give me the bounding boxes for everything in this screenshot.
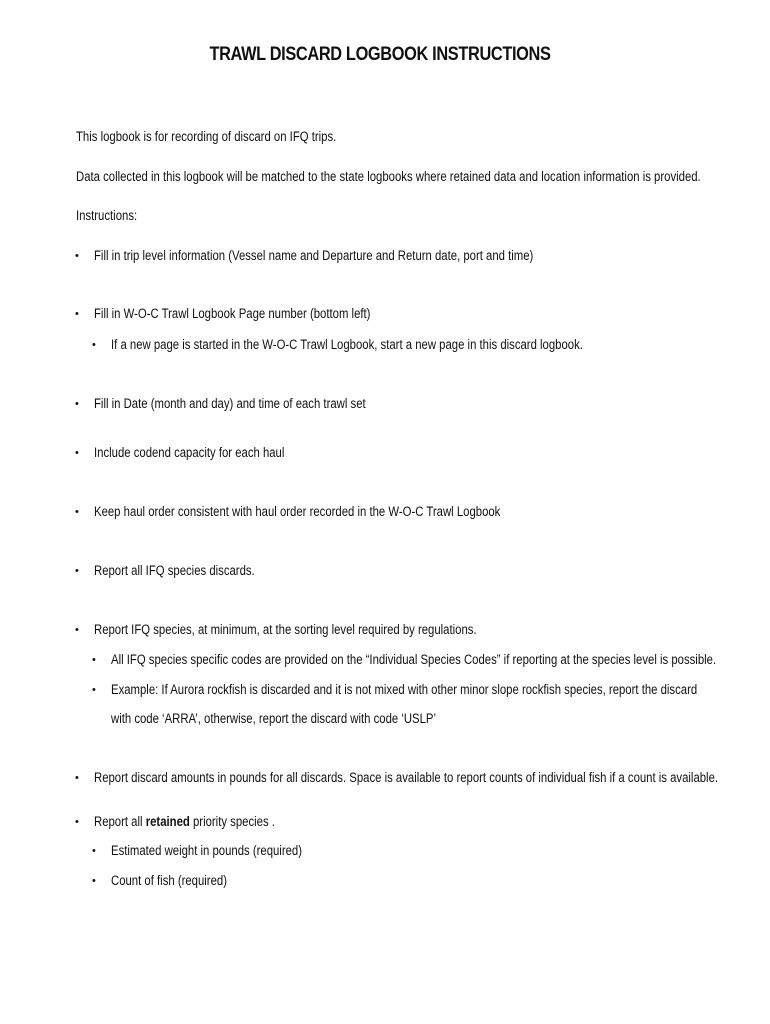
sub-list-item: Example: If Aurora rockfish is discarded and it is not mixed with other minor slope rockfish species, report the discard [111,682,698,697]
sub-list-item: If a new page is started in the W-O-C Trawl Logbook, start a new page in this discard logbook. [111,337,583,352]
list-item: Include codend capacity for each haul [94,445,285,460]
bullet-icon: • [75,308,79,320]
list-item-suffix: priority species . [192,814,275,829]
sub-bullet-icon: • [92,684,96,696]
sub-bullet-icon: • [92,654,96,666]
bullet-icon: • [75,398,79,410]
list-item: Keep haul order consistent with haul order recorded in the W-O-C Trawl Logbook [94,504,501,519]
list-item: Report all IFQ species discards. [94,563,255,578]
bullet-icon: • [75,565,79,577]
sub-list-item: All IFQ species specific codes are provided on the “Individual Species Codes” if reporting at the species level is possible. [111,652,717,667]
bullet-icon: • [75,506,79,518]
list-item [94,813,275,831]
list-item: Report IFQ species, at minimum, at the sorting level required by regulations. [94,622,477,637]
list-item: Fill in W-O-C Trawl Logbook Page number (bottom left) [94,306,371,321]
bullet-icon: • [75,772,79,784]
sub-list-item: Count of fish (required) [111,873,227,888]
sub-list-item-continuation: with code ‘ARRA’, otherwise, report the discard with code ‘USLP’ [111,711,437,726]
bullet-icon: • [75,816,79,828]
sub-bullet-icon: • [92,339,96,351]
list-item: Fill in trip level information (Vessel name and Departure and Return date, port and time) [94,248,534,263]
intro-line-2: Data collected in this logbook will be matched to the state logbooks where retained data and location information is provided. [76,169,701,184]
list-item-prefix: Report all [94,814,143,829]
bullet-icon: • [75,250,79,262]
sub-list-item: Estimated weight in pounds (required) [111,843,302,858]
sub-bullet-icon: • [92,845,96,857]
emphasized-word: retained [145,814,190,829]
list-item: Fill in Date (month and day) and time of each trawl set [94,396,366,411]
page-title: TRAWL DISCARD LOGBOOK INSTRUCTIONS [209,44,551,65]
sub-bullet-icon: • [92,875,96,887]
bullet-icon: • [75,624,79,636]
intro-line-1: This logbook is for recording of discard on IFQ trips. [76,129,337,144]
list-item: Report discard amounts in pounds for all discards. Space is available to report counts of individual fish if a count is available. [94,770,719,785]
intro-line-3: Instructions: [76,208,138,223]
bullet-icon: • [75,447,79,459]
